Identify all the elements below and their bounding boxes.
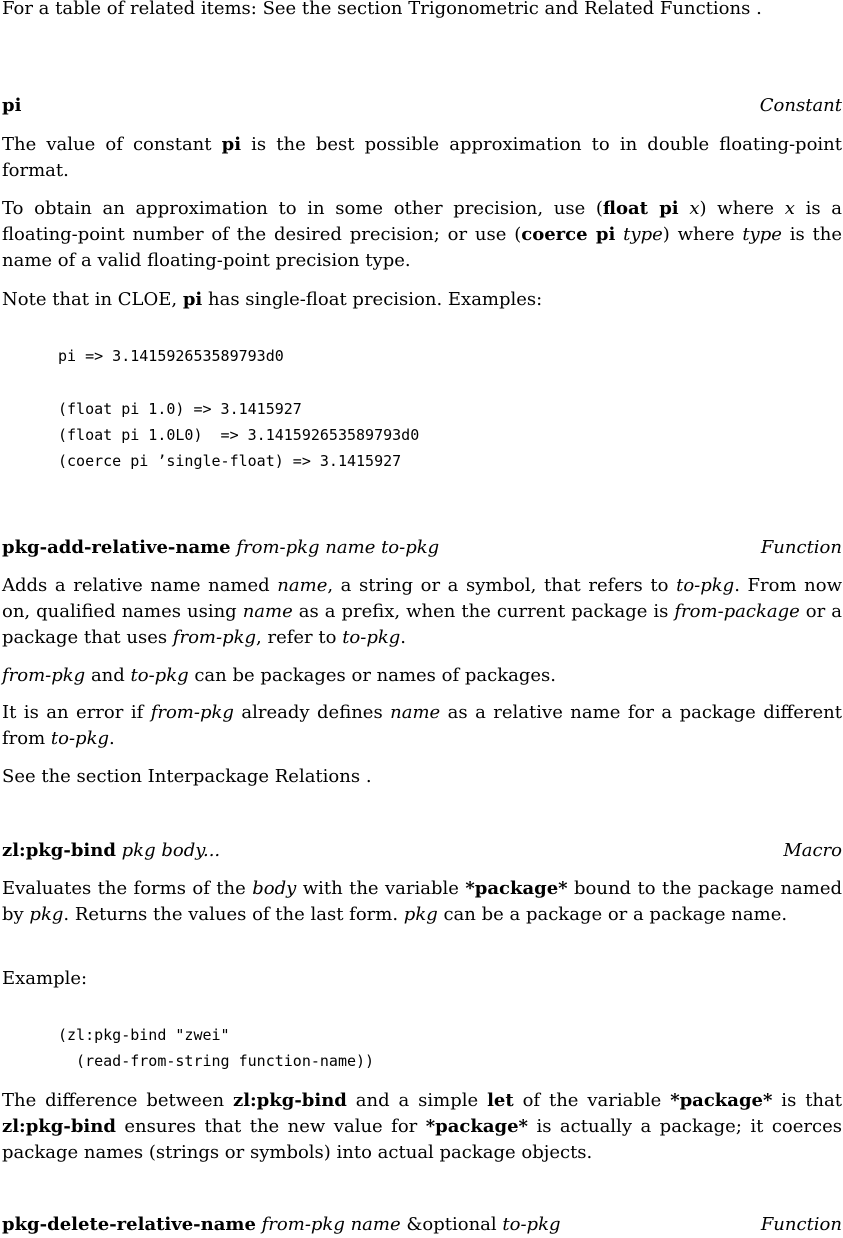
entry-args: from-pkg name to-pkg	[236, 537, 440, 558]
text: , a string or a symbol, that refers to	[327, 575, 677, 596]
arg-pkg: pkg	[29, 904, 64, 925]
text: and	[85, 665, 131, 686]
symbol-zl-pkg-bind: zl:pkg-bind	[232, 1090, 347, 1111]
text: as a prefix, when the current package is	[292, 601, 675, 622]
variable-package: *package*	[425, 1116, 528, 1137]
entry-kind: Function	[760, 537, 842, 558]
text: It is an error if	[2, 702, 151, 723]
arg-type: type	[623, 224, 663, 245]
text: as a relative name for a package different from	[2, 702, 842, 749]
entry-header-pkg-delete-relative-name	[2, 1212, 842, 1238]
entry-kind: Constant	[759, 95, 842, 116]
text: .	[400, 627, 407, 648]
arg-to-pkg: to-pkg	[676, 575, 735, 596]
code-example-pi: pi => 3.141592653589793d0	[58, 347, 284, 365]
section-link-trigonometric[interactable]: Trigonometric and Related Functions	[408, 0, 751, 19]
text: with the variable	[296, 878, 466, 899]
text: ensures that the new value for	[115, 1116, 426, 1137]
text: . From now on, qualified names using	[2, 575, 843, 622]
arg-from-pkg: from-pkg	[2, 665, 86, 686]
text: Note that in CLOE,	[2, 289, 183, 310]
symbol-pi: pi	[182, 289, 203, 310]
pi-description-2	[2, 196, 842, 274]
addrel-description-1	[2, 573, 842, 651]
text: , refer to	[256, 627, 343, 648]
arg-x: x	[784, 198, 795, 219]
text: of the variable	[513, 1090, 671, 1111]
code-example-float: (float pi 1.0) => 3.1415927 (float pi 1.0L0) => 3.141592653589793d0 (coerce pi ’single-float) => 3.1415927	[58, 400, 420, 470]
addrel-description-3	[2, 700, 842, 752]
entry-kind: Macro	[783, 840, 842, 861]
text: Evaluates the forms of the	[2, 878, 253, 899]
related-items-text: For a table of related items: See the section	[2, 0, 409, 19]
punctuation: .	[360, 766, 372, 787]
text: Adds a relative name named	[2, 575, 278, 596]
entry-header-zl-pkg-bind	[2, 838, 842, 864]
symbol-pi: pi	[221, 134, 242, 155]
arg-body: body	[252, 878, 297, 899]
addrel-see-also	[2, 764, 842, 790]
symbol-zl-pkg-bind: zl:pkg-bind	[2, 1116, 116, 1137]
pi-description-3	[2, 287, 842, 313]
lambda-keyword-optional: &optional	[406, 1214, 497, 1235]
text: is a floating-point number of the desired precision; or use (	[2, 198, 842, 245]
arg-from-pkg: from-pkg	[172, 627, 257, 648]
arg-x: x	[689, 198, 700, 219]
entry-header-pkg-add-relative-name	[2, 535, 842, 561]
code-float-pi: float pi	[602, 198, 679, 219]
text: is the name of a valid floating-point precision type.	[2, 224, 842, 271]
text: The value of constant	[2, 134, 222, 155]
entry-kind: Function	[760, 1214, 842, 1235]
arg-pkg: pkg	[403, 904, 438, 925]
section-link-interpackage-relations[interactable]: Interpackage Relations	[147, 766, 361, 787]
entry-name: pi	[2, 95, 22, 116]
entry-name: pkg-add-relative-name	[2, 537, 231, 558]
bind-example-label: Example:	[2, 968, 88, 989]
related-items-paragraph	[2, 0, 842, 22]
arg-to-pkg: to-pkg	[342, 627, 401, 648]
addrel-description-2	[2, 663, 842, 689]
text: To obtain an approximation to in some other precision, use (	[2, 198, 603, 219]
pi-description-1	[2, 132, 842, 184]
text: .	[109, 728, 115, 749]
text: and a simple	[346, 1090, 488, 1111]
code-coerce-pi: coerce pi	[521, 224, 616, 245]
text: is that	[772, 1090, 842, 1111]
text: is the best possible approximation to in double floating-point format.	[2, 134, 843, 181]
text: ) where	[662, 224, 743, 245]
bind-description-2	[2, 1088, 842, 1166]
text: can be a package or a package name.	[437, 904, 788, 925]
entry-args: to-pkg	[502, 1214, 561, 1235]
punctuation: .	[750, 0, 762, 19]
text: already defines	[233, 702, 391, 723]
text: has single-float precision. Examples:	[202, 289, 543, 310]
entry-name: zl:pkg-bind	[2, 840, 116, 861]
arg-from-pkg: from-pkg	[150, 702, 234, 723]
entry-header-pi	[2, 93, 842, 119]
text: or a package that uses	[2, 601, 842, 648]
text: can be packages or names of packages.	[188, 665, 556, 686]
arg-to-pkg: to-pkg	[50, 728, 110, 749]
entry-args: from-pkg name	[261, 1214, 401, 1235]
symbol-let: let	[487, 1090, 514, 1111]
text: See the section	[2, 766, 148, 787]
code-example-pkg-bind: (zl:pkg-bind "zwei" (read-from-string function-name))	[58, 1026, 375, 1070]
text: is actually a package; it coerces package names (strings or symbols) into actual package objects.	[2, 1116, 842, 1163]
arg-from-package: from-package	[674, 601, 800, 622]
variable-package: *package*	[670, 1090, 773, 1111]
variable-package: *package*	[465, 878, 568, 899]
text: The difference between	[2, 1090, 233, 1111]
entry-name: pkg-delete-relative-name	[2, 1214, 256, 1235]
text: ) where	[699, 198, 785, 219]
entry-args: pkg body...	[121, 840, 221, 861]
text: bound to the package named by	[2, 878, 843, 925]
arg-name: name	[390, 702, 441, 723]
bind-description-1	[2, 876, 842, 928]
arg-to-pkg: to-pkg	[130, 665, 189, 686]
arg-type: type	[742, 224, 782, 245]
text: . Returns the values of the last form.	[63, 904, 404, 925]
arg-name: name	[277, 575, 328, 596]
arg-name: name	[242, 601, 293, 622]
